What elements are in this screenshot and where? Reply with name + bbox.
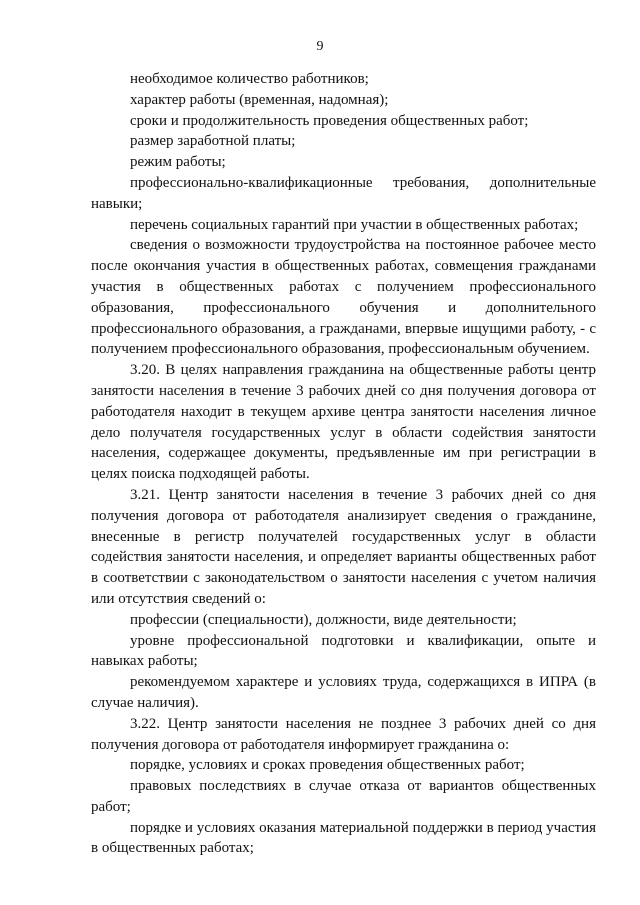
paragraph: порядке, условиях и сроках проведения общественных работ; bbox=[130, 757, 525, 774]
paragraph: правовых последствиях в случае отказа от вариантов общественных работ; bbox=[91, 778, 596, 815]
paragraph: характер работы (временная, надомная); bbox=[130, 91, 389, 108]
section-3-22: 3.22. Центр занятости населения не позднее 3 рабочих дней со дня получения договора от работодателя информирует гражданина о: bbox=[91, 715, 596, 753]
paragraph: профессии (специальности), должности, виде деятельности; bbox=[130, 611, 517, 628]
section-3-21: 3.21. Центр занятости населения в течение 3 рабочих дней со дня получения договора от работодателя анализирует сведения о гражданине, внесенные в регистр получателей государственных услуг в области содействия занятости населения, и определяет варианты общественных работ в соответствии с законодательством о занятости населения с учетом наличия или отсутствия сведений о: bbox=[91, 486, 596, 607]
paragraph: размер заработной платы; bbox=[130, 133, 296, 150]
paragraph: режим работы; bbox=[130, 154, 226, 171]
paragraph: сроки и продолжительность проведения общественных работ; bbox=[130, 112, 529, 129]
paragraph: сведения о возможности трудоустройства на постоянное рабочее место после окончания участия в общественных работах, совмещения гражданами участия в общественных работах с получением профессионального образования, профессионального обучения и дополнительного профессионального образования, а гражданами, впервые ищущими работу, - с получением профессионального образования, профессиональным обучением. bbox=[91, 237, 596, 358]
document-body bbox=[91, 69, 596, 859]
paragraph: рекомендуемом характере и условиях труда, содержащихся в ИПРА (в случае наличия). bbox=[91, 674, 596, 711]
paragraph: перечень социальных гарантий при участии в общественных работах; bbox=[130, 216, 579, 233]
paragraph: профессионально-квалификационные требования, дополнительные навыки; bbox=[91, 174, 596, 212]
page-number: 9 bbox=[316, 39, 324, 54]
paragraph: порядке и условиях оказания материальной поддержки в период участия в общественных работах; bbox=[91, 819, 596, 857]
paragraph: уровне профессиональной подготовки и квалификации, опыте и навыках работы; bbox=[91, 632, 596, 670]
section-3-20: 3.20. В целях направления гражданина на общественные работы центр занятости населения в течение 3 рабочих дней со дня получения договора от работодателя находит в текущем архиве центра занятости населения личное дело получателя государственных услуг в области содействия занятости населения, содержащее документы, предъявленные им при регистрации в целях поиска подходящей работы. bbox=[91, 362, 596, 483]
paragraph: необходимое количество работников; bbox=[130, 71, 369, 87]
